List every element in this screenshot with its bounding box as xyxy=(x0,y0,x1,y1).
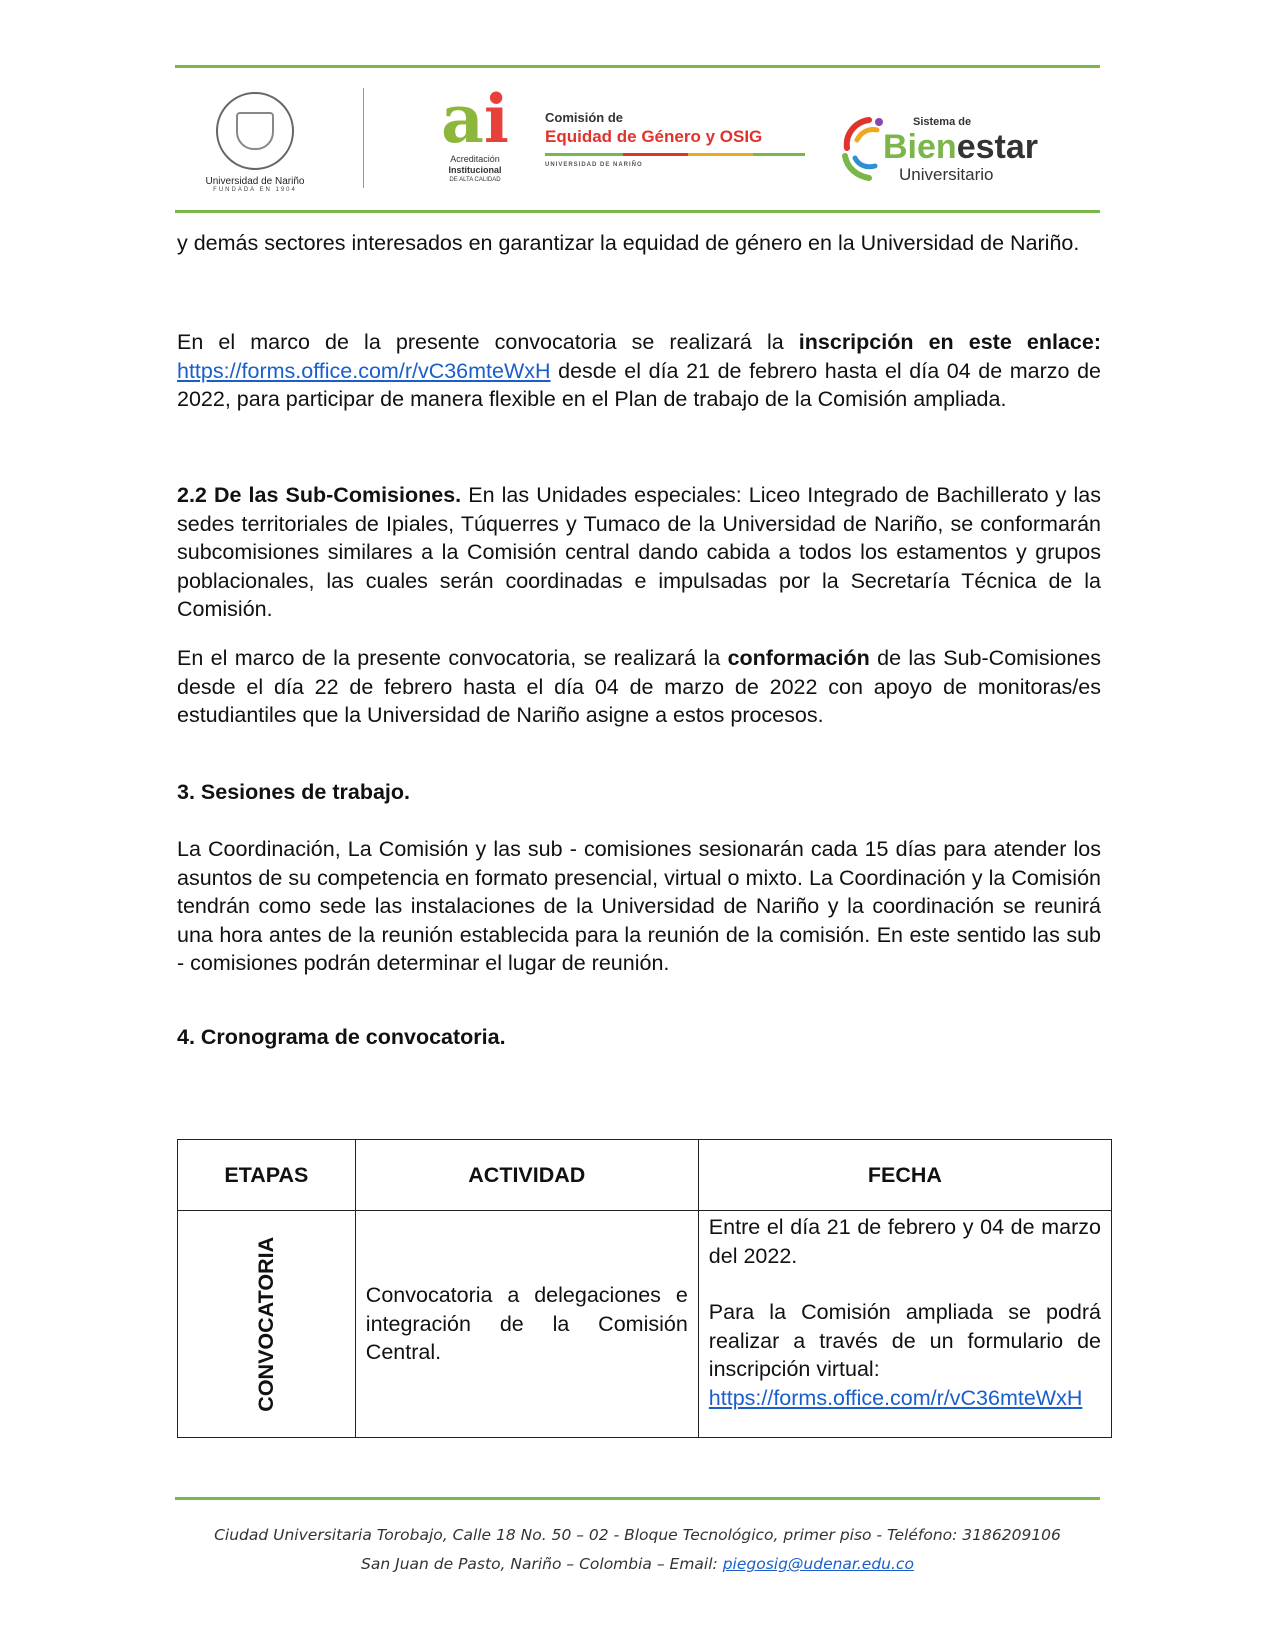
bienestar-line-1: Sistema de xyxy=(913,116,972,128)
inscription-link[interactable]: https://forms.office.com/r/vC36mteWxH xyxy=(177,358,551,383)
footer-contact xyxy=(0,1555,1275,1573)
bienestar-line-3: Universitario xyxy=(899,165,994,184)
etapa-label: CONVOCATORIA xyxy=(254,1236,279,1412)
p4-text-c: de las Sub-Comisiones desde el día 22 de febrero hasta el día 04 de marzo de 2022 con apoyo de monitoras/es estudiantiles que la Universidad de Nariño asigne a estos procesos. xyxy=(177,646,1101,728)
ai-mark-icon: ai xyxy=(441,80,509,158)
actividad-cell: Convocatoria a delegaciones e integración de la Comisión Central. xyxy=(355,1211,698,1438)
p3-text: En las Unidades especiales: Liceo Integrado de Bachillerato y las sedes territoriales de Ipiales, Túquerres y Tumaco de la Universidad de Nariño, se conformarán subcomisiones similares a la Comisión central dando cabida a todos los estamentos y grupos poblacionales, las cuales serán coordinadas e impulsadas por la Secretaría Técnica de la Comisión. xyxy=(177,483,1102,622)
udenar-founded: FUNDADA EN 1904 xyxy=(213,187,297,193)
cronograma-table xyxy=(177,1139,1112,1438)
p2-bold: inscripción en este enlace: xyxy=(798,330,1101,354)
header-actividad: ACTIVIDAD xyxy=(355,1140,698,1211)
table-header-row xyxy=(178,1140,1112,1211)
bienestar-line-2 xyxy=(883,128,1038,167)
header-divider xyxy=(363,88,364,188)
footer-address: Ciudad Universitaria Torobajo, Calle 18 No. 50 – 02 - Bloque Tecnológico, primer piso - Teléfono: 3186209106 xyxy=(214,1526,1061,1544)
fecha-link[interactable]: https://forms.office.com/r/vC36mteWxH xyxy=(708,1385,1083,1410)
osig-logo xyxy=(545,110,805,168)
footer-location: San Juan de Pasto, Nariño – Colombia – Email: xyxy=(361,1555,723,1573)
udenar-name: Universidad de Nariño xyxy=(205,176,305,187)
p4-text-a: En el marco de la presente convocatoria, se realizará la xyxy=(177,646,728,670)
bienestar-estar: estar xyxy=(956,128,1038,166)
ai-text-3: DE ALTA CALIDAD xyxy=(449,177,501,183)
paragraph-conformacion xyxy=(177,644,1101,730)
section-3-heading: 3. Sesiones de trabajo. xyxy=(177,780,411,804)
header-top-rule xyxy=(175,65,1100,68)
ai-text-2: Institucional xyxy=(448,165,502,175)
table-row xyxy=(178,1211,1112,1438)
footer-email-link[interactable]: piegosig@udenar.edu.co xyxy=(722,1555,914,1573)
osig-line-2: Equidad de Género y OSIG xyxy=(545,127,763,146)
paragraph-sesiones: La Coordinación, La Comisión y las sub - comisiones sesionarán cada 15 días para atender los asuntos de su competencia en formato presencial, virtual o mixto. La Coordinación y la Comisión tendrán como sede las instalaciones de la Universidad de Nariño y la coordinación se reunirá una hora antes de la reunión establecida para la reunión de la comisión. En este sentido las sub - comisiones podrán determinar el lugar de reunión. xyxy=(177,837,1101,976)
p2-text-c: desde el día 21 de febrero hasta el día 04 de marzo de 2022, para participar de manera flexible en el Plan de trabajo de la Comisión ampliada. xyxy=(177,358,1101,412)
osig-line-1: Comisión de xyxy=(545,110,624,125)
osig-color-bar xyxy=(545,153,805,156)
fecha-text-1: Entre el día 21 de febrero y 04 de marzo del 2022. xyxy=(708,1215,1101,1268)
fecha-text-2: Para la Comisión ampliada se podrá realizar a través de un formulario de inscripción virtual: xyxy=(708,1300,1101,1382)
etapa-cell xyxy=(178,1211,356,1438)
paragraph-1: y demás sectores interesados en garantizar la equidad de género en la Universidad de Nariño. xyxy=(177,231,1080,255)
header-etapas: ETAPAS xyxy=(178,1140,356,1211)
p4-bold: conformación xyxy=(727,646,870,670)
section-4-heading: 4. Cronograma de convocatoria. xyxy=(177,1025,506,1049)
bienestar-bien: Bien xyxy=(883,128,957,166)
fecha-cell xyxy=(698,1211,1111,1438)
paragraph-inscripcion xyxy=(177,328,1101,414)
footer-rule xyxy=(175,1497,1100,1500)
udenar-logo xyxy=(195,92,315,192)
section-2-2-heading: 2.2 De las Sub-Comisiones. xyxy=(177,483,462,507)
acreditacion-logo xyxy=(435,80,515,194)
header-bottom-rule xyxy=(175,210,1100,213)
ai-text-1: Acreditación xyxy=(450,154,500,164)
osig-line-3: UNIVERSIDAD DE NARIÑO xyxy=(545,162,643,168)
p2-text-a: En el marco de la presente convocatoria se realizará la xyxy=(177,330,799,354)
paragraph-subcomisiones xyxy=(177,481,1101,624)
header-fecha: FECHA xyxy=(698,1140,1111,1211)
bienestar-logo xyxy=(835,110,1045,190)
udenar-seal-icon xyxy=(216,92,294,170)
